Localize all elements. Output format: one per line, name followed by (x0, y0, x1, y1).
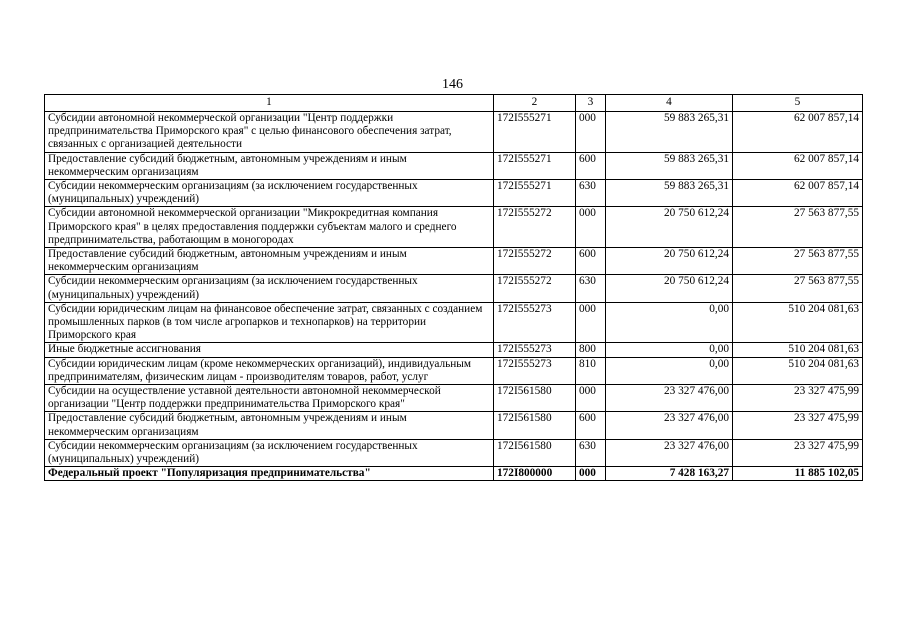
row-sum-next-cell: 27 563 877,55 (733, 248, 863, 275)
row-sum-next-cell: 510 204 081,63 (733, 343, 863, 357)
table-row (45, 357, 863, 384)
table-row (45, 439, 863, 466)
row-code-cell: 172I800000 (494, 467, 576, 481)
row-name-cell: Федеральный проект "Популяризация предпринимательства" (45, 467, 494, 481)
row-sum-next-cell: 27 563 877,55 (733, 207, 863, 248)
row-sum-next-cell: 62 007 857,14 (733, 152, 863, 179)
table-row (45, 112, 863, 153)
table-row (45, 275, 863, 302)
row-sum-current-cell: 23 327 476,00 (606, 385, 733, 412)
row-type-cell: 630 (576, 275, 606, 302)
row-type-cell: 810 (576, 357, 606, 384)
row-sum-current-cell: 7 428 163,27 (606, 467, 733, 481)
row-sum-next-cell: 27 563 877,55 (733, 275, 863, 302)
table-row (45, 152, 863, 179)
header-col-3: 3 (576, 95, 606, 112)
row-type-cell: 630 (576, 439, 606, 466)
row-code-cell: 172I555271 (494, 112, 576, 153)
row-sum-current-cell: 59 883 265,31 (606, 180, 733, 207)
row-sum-next-cell: 510 204 081,63 (733, 357, 863, 384)
table-row (45, 343, 863, 357)
row-sum-next-cell: 62 007 857,14 (733, 180, 863, 207)
row-name-cell: Субсидии на осуществление уставной деятельности автономной некоммерческой организации "Центр поддержки предпринимательства Приморского края" (45, 385, 494, 412)
table-total-row (45, 467, 863, 481)
row-sum-next-cell: 23 327 475,99 (733, 385, 863, 412)
row-type-cell: 000 (576, 207, 606, 248)
table-row (45, 302, 863, 343)
row-sum-next-cell: 62 007 857,14 (733, 112, 863, 153)
row-sum-next-cell: 11 885 102,05 (733, 467, 863, 481)
row-name-cell: Субсидии автономной некоммерческой организации "Центр поддержки предпринимательства Приморского края" с целью финансового обеспечения затрат, связанных с организацией деятельности (45, 112, 494, 153)
row-code-cell: 172I555272 (494, 248, 576, 275)
row-name-cell: Предоставление субсидий бюджетным, автономным учреждениям и иным некоммерческим организациям (45, 412, 494, 439)
page-number: 146 (442, 77, 463, 92)
table-row (45, 180, 863, 207)
row-sum-current-cell: 20 750 612,24 (606, 275, 733, 302)
table-row (45, 385, 863, 412)
row-name-cell: Иные бюджетные ассигнования (45, 343, 494, 357)
row-type-cell: 000 (576, 112, 606, 153)
header-col-1: 1 (45, 95, 494, 112)
row-sum-current-cell: 20 750 612,24 (606, 207, 733, 248)
row-code-cell: 172I555273 (494, 343, 576, 357)
row-sum-current-cell: 23 327 476,00 (606, 412, 733, 439)
row-sum-current-cell: 0,00 (606, 302, 733, 343)
row-sum-next-cell: 23 327 475,99 (733, 439, 863, 466)
header-col-4: 4 (606, 95, 733, 112)
row-sum-current-cell: 59 883 265,31 (606, 152, 733, 179)
row-name-cell: Предоставление субсидий бюджетным, автономным учреждениям и иным некоммерческим организациям (45, 248, 494, 275)
row-sum-next-cell: 510 204 081,63 (733, 302, 863, 343)
table-row (45, 207, 863, 248)
row-code-cell: 172I561580 (494, 412, 576, 439)
row-sum-current-cell: 59 883 265,31 (606, 112, 733, 153)
row-code-cell: 172I555272 (494, 207, 576, 248)
row-code-cell: 172I561580 (494, 439, 576, 466)
row-name-cell: Субсидии некоммерческим организациям (за исключением государственных (муниципальных) учреждений) (45, 275, 494, 302)
row-name-cell: Субсидии юридическим лицам на финансовое обеспечение затрат, связанных с созданием промышленных парков (в том числе агропарков и технопарков) на территории Приморского края (45, 302, 494, 343)
row-name-cell: Субсидии некоммерческим организациям (за исключением государственных (муниципальных) учреждений) (45, 439, 494, 466)
row-type-cell: 600 (576, 152, 606, 179)
row-sum-current-cell: 23 327 476,00 (606, 439, 733, 466)
row-code-cell: 172I555273 (494, 357, 576, 384)
row-sum-current-cell: 0,00 (606, 357, 733, 384)
row-sum-current-cell: 20 750 612,24 (606, 248, 733, 275)
row-type-cell: 000 (576, 385, 606, 412)
row-type-cell: 000 (576, 467, 606, 481)
row-name-cell: Субсидии некоммерческим организациям (за исключением государственных (муниципальных) учреждений) (45, 180, 494, 207)
header-col-2: 2 (494, 95, 576, 112)
row-name-cell: Субсидии юридическим лицам (кроме некоммерческих организаций), индивидуальным предпринимателям, физическим лицам - производителям товаров, работ, услуг (45, 357, 494, 384)
row-code-cell: 172I555271 (494, 180, 576, 207)
budget-table (44, 94, 863, 481)
row-type-cell: 800 (576, 343, 606, 357)
row-sum-current-cell: 0,00 (606, 343, 733, 357)
row-sum-next-cell: 23 327 475,99 (733, 412, 863, 439)
row-name-cell: Субсидии автономной некоммерческой организации "Микрокредитная компания Приморского края" в целях предоставления поддержки субъектам малого и среднего предпринимательства, работающим в моногородах (45, 207, 494, 248)
header-col-5: 5 (733, 95, 863, 112)
table-row (45, 248, 863, 275)
table-header-row (45, 95, 863, 112)
row-type-cell: 630 (576, 180, 606, 207)
row-type-cell: 600 (576, 412, 606, 439)
row-type-cell: 000 (576, 302, 606, 343)
row-code-cell: 172I555273 (494, 302, 576, 343)
row-code-cell: 172I561580 (494, 385, 576, 412)
table-row (45, 412, 863, 439)
row-code-cell: 172I555272 (494, 275, 576, 302)
row-code-cell: 172I555271 (494, 152, 576, 179)
row-name-cell: Предоставление субсидий бюджетным, автономным учреждениям и иным некоммерческим организациям (45, 152, 494, 179)
row-type-cell: 600 (576, 248, 606, 275)
